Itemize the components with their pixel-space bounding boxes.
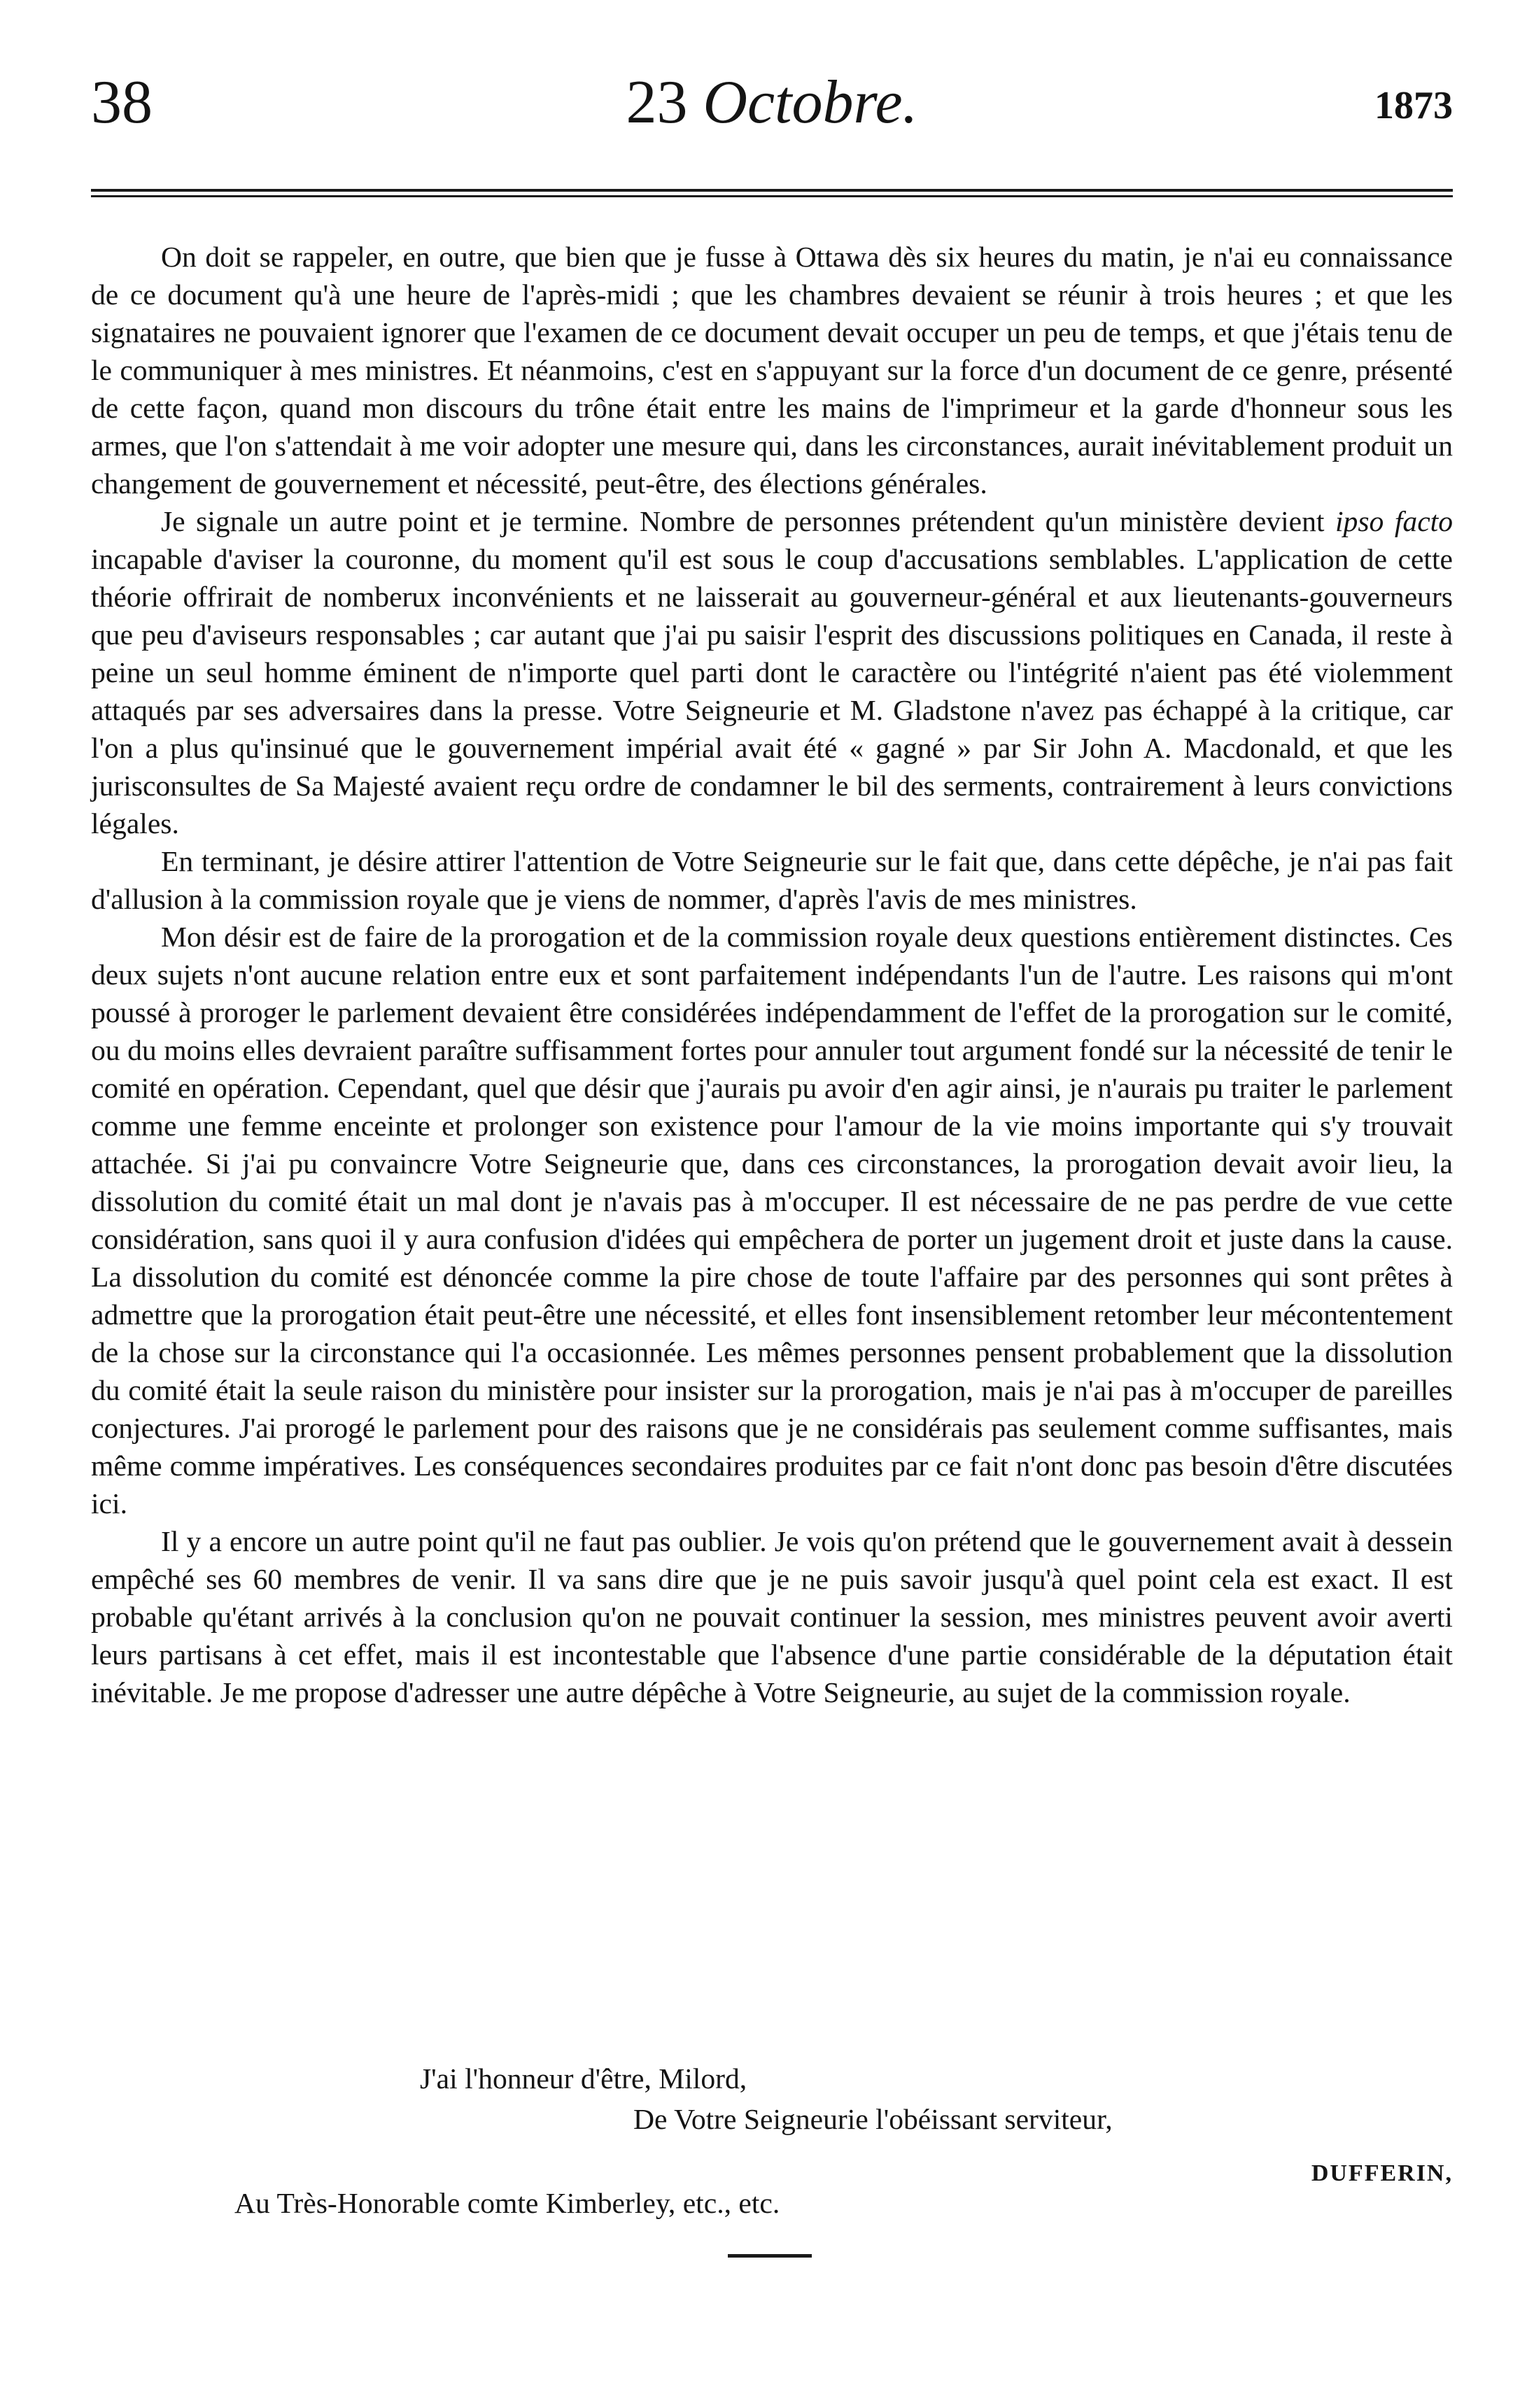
paragraph-2-latin-phrase: ipso facto	[1335, 505, 1454, 537]
date-month: Octobre.	[703, 69, 918, 136]
paragraph-2-part-a: Je signale un autre point et je termine. Nombre de personnes prétendent qu'un ministère devient	[161, 505, 1325, 537]
paragraph-2-part-b: incapable d'aviser la couronne, du moment qu'il est sous le coup d'accusations semblables. L'application de cette théorie offrirait de nomberux inconvénients et ne laisserait au gouverneur-général et aux lieutenants-gouverneurs que peu d'aviseurs responsables ; car autant que j'ai pu saisir l'esprit des discussions politiques en Canada, il reste à peine un seul homme éminent de n'importe quel parti dont le caractère ou l'intégrité n'aient pas été violemment attaqués par ses adversaires dans la presse. Votre Seigneurie et M. Gladstone n'avez pas échappé à la critique, car l'on a plus qu'insinué que le gouvernement impérial avait été « gagné » par Sir John A. Macdonald, et que les jurisconsultes de Sa Majesté avaient reçu ordre de condamner le bil des serments, contrairement à leurs convictions légales.	[91, 543, 1453, 840]
page-year: 1873	[1374, 84, 1453, 127]
paragraph-4: Mon désir est de faire de la prorogation et de la commission royale deux questions entièrement distinctes. Ces deux sujets n'ont aucune relation entre eux et sont parfaitement indépendants l'un de l'autre. Les raisons qui m'ont poussé à proroger le parlement devaient être considérées indépendamment de l'effet de la prorogation sur le comité, ou du moins elles devraient paraître suffisamment fortes pour annuler tout argument fondé sur la nécessité de tenir le comité en opération. Cependant, quel que désir que j'aurais pu avoir d'en agir ainsi, je n'aurais pu traiter le parlement comme une femme enceinte et prolonger son existence pour l'amour de la vie moins importante qui s'y trouvait attachée. Si j'ai pu convaincre Votre Seigneurie que, dans ces circonstances, la prorogation devait avoir lieu, la dissolution du comité était un mal dont je n'avais pas à m'occuper. Il est nécessaire de ne pas perdre de vue cette considération, sans quoi il y aura confusion d'idées qui empêchera de porter un jugement droit et juste dans la cause. La dissolution du comité est dénoncée comme la pire chose de toute l'affaire par des personnes qui sont prêtes à admettre que la prorogation était peut-être une nécessité, et elles font insensiblement retomber leur mécontentement de la chose sur la circonstance qui l'a occasionnée. Les mêmes personnes pensent probablement que la dissolution du comité était la seule raison du ministère pour insister sur la prorogation, mais je n'ai pas à m'occuper de pareilles conjectures. J'ai prorogé le parlement pour des raisons que je ne considérais pas seulement comme suffisantes, mais même comme impératives. Les conséquences secondaires produites par ce fait n'ont donc pas besoin d'être discutées ici.	[91, 921, 1453, 1520]
page-date	[91, 64, 1453, 141]
paragraph-2	[91, 502, 1453, 842]
end-rule	[728, 2254, 812, 2258]
signature: DUFFERIN,	[1311, 2160, 1453, 2186]
closing-salutation: J'ai l'honneur d'être, Milord,	[420, 2062, 747, 2095]
header-rule	[91, 189, 1453, 197]
addressee: Au Très-Honorable comte Kimberley, etc., etc.	[234, 2187, 780, 2219]
paragraph-1: On doit se rappeler, en outre, que bien que je fusse à Ottawa dès six heures du matin, je n'ai eu connaissance de ce document qu'à une heure de l'après-midi ; que les chambres devaient se réunir à trois heures ; et que les signataires ne pouvaient ignorer que l'examen de ce document devait occuper un peu de temps, et que j'étais tenu de le communiquer à mes ministres. Et néanmoins, c'est en s'appuyant sur la force d'un document de ce genre, présenté de cette façon, quand mon discours du trône était entre les mains de l'imprimeur et la garde d'honneur sous les armes, que l'on s'attendait à me voir adopter une mesure qui, dans les circonstances, aurait inévitablement produit un changement de gouvernement et nécessité, peut-être, des élections générales.	[91, 241, 1453, 500]
letter-body	[91, 238, 1453, 1711]
date-day: 23	[626, 69, 688, 136]
paragraph-3: En terminant, je désire attirer l'attention de Votre Seigneurie sur le fait que, dans cette dépêche, je n'ai pas fait d'allusion à la commission royale que je viens de nommer, d'après l'avis de mes ministres.	[91, 845, 1453, 915]
closing-servant-line: De Votre Seigneurie l'obéissant serviteur,	[633, 2103, 1113, 2135]
paragraph-5: Il y a encore un autre point qu'il ne faut pas oublier. Je vois qu'on prétend que le gouvernement avait à dessein empêché ses 60 membres de venir. Il va sans dire que je ne puis savoir jusqu'à quel point cela est exact. Il est probable qu'étant arrivés à la conclusion qu'on ne pouvait continuer la session, mes ministres peuvent avoir averti leurs partisans à cet effet, mais il est incontestable que l'absence d'une partie considérable de la députation était inévitable. Je me propose d'adresser une autre dépêche à Votre Seigneurie, au sujet de la commission royale.	[91, 1525, 1453, 1708]
page-number: 38	[91, 69, 153, 136]
page-header	[91, 64, 1453, 141]
